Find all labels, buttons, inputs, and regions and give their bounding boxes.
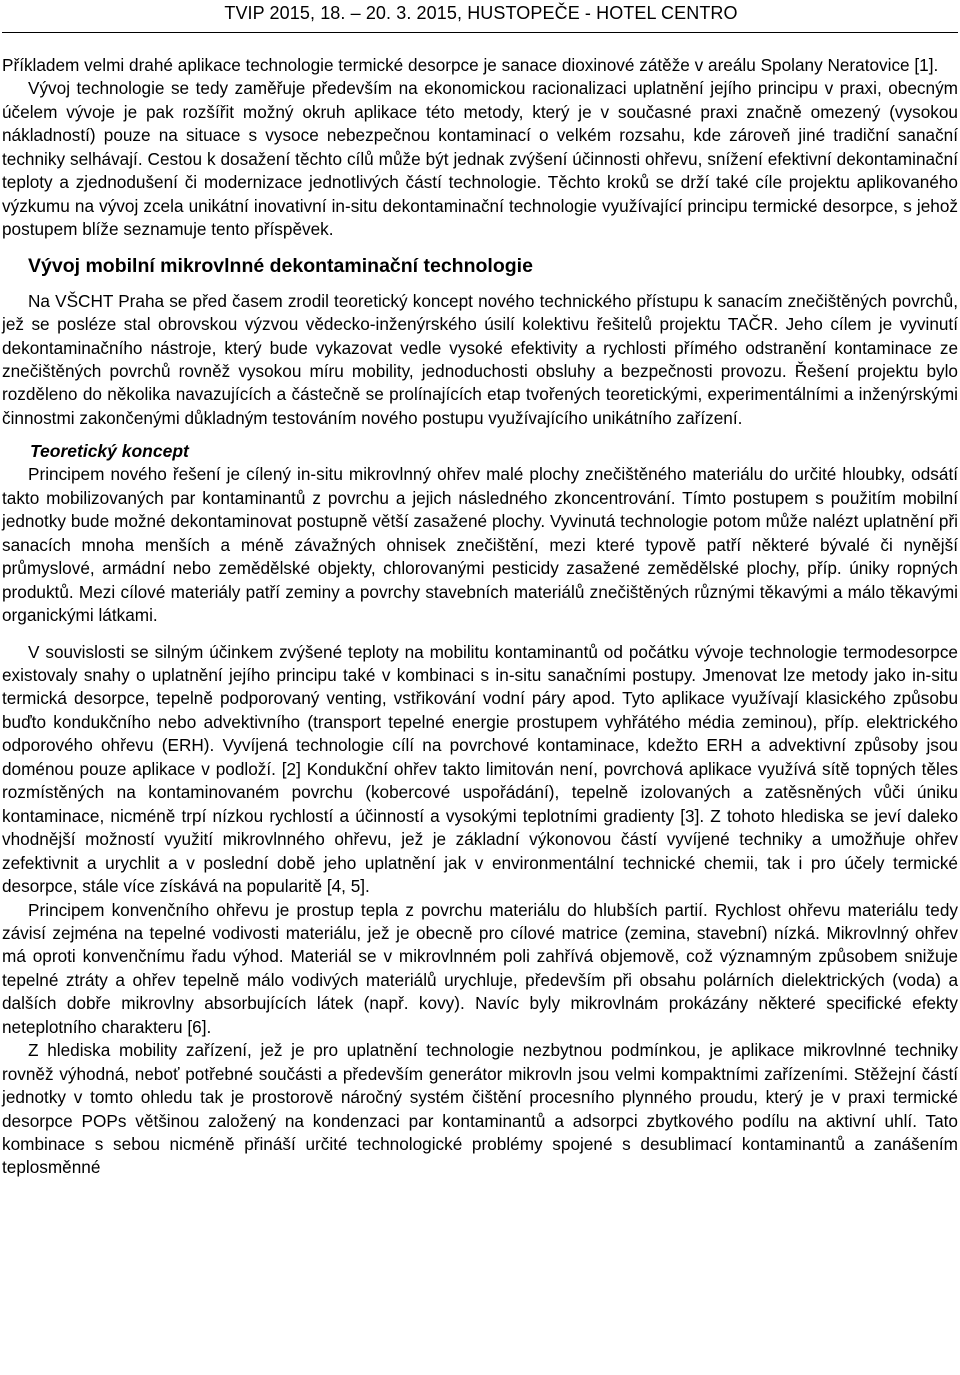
subsection-heading: Teoretický koncept xyxy=(30,441,189,462)
paragraph-conventional-heating: Principem konvenčního ohřevu je prostup tepla z povrchu materiálu do hlubších partií. Rychlost ohřevu materiálu tedy závisí zejména na tepelné vodivosti materiálu, jež je obecně pro cílové matrice (zemina, stavební) nízká. Mikrovlnný ohřev má oproti konvenčnímu řadu výhod. Materiál se v mikrovlnném poli zahřívá objemově, což významným způsobem snižuje tepelné ztráty a ohřev tepelně málo vodivých materiálů urychluje, především při obsahu polárních dielektrických (voda) a dalších dobře mikrovlny absorbujících látek (např. kovy). Navíc byly mikrovlnám prokázány některé specifické efekty neteplotního charakteru [6]. xyxy=(2,899,958,1037)
paragraph-mobility: Z hlediska mobility zařízení, jež je pro uplatnění technologie nezbytnou podmínkou, je aplikace mikrovlnné techniky rovněž výhodná, neboť potřebné součásti a především generátor mikrovln jsou velmi kompaktními zařízeními. Stěžejní částí jednotky v tomto ohledu tak je prostorově náročný systém čištění procesního plynného proudu, který je v praxi termické desorpce POPs většinou založený na kondenzaci par kontaminantů a adsorpci zbytkového podílu na aktivní uhlí. Tato kombinace s sebou nicméně přináší určité technologické problémy spojené s desublimací kontaminantů a zanášením teplosměnné xyxy=(2,1040,958,1178)
paragraph-development: Vývoj technologie se tedy zaměřuje především na ekonomickou racionalizaci uplatnění jejího principu v praxi, obecným účelem vývoje je pak rozšířit možný okruh aplikace této metody, který je v současné praxi značně omezený (vysokou nákladností) pouze na situace s vysoce nebezpečnou kontaminací o velkém rozsahu, kde zároveň jiné tradiční sanační techniky selhávají. Cestou k dosažení těchto cílů může být jednak zvýšení účinnosti ohřevu, snížení efektivní dekontaminační teploty a zjednodušení či modernizace jednotlivých částí technologie. Těchto kroků se drží také cíle projektu aplikovaného výzkumu na vývoj zcela unikátní inovativní in-situ dekontaminační technologie využívající principu termické desorpce, s jehož postupem blíže seznamuje tento příspěvek. xyxy=(2,78,958,240)
document-body xyxy=(2,54,958,1180)
paragraph-principle: Principem nového řešení je cílený in-situ mikrovlnný ohřev malé plochy znečištěného materiálu do určité hloubky, odsátí takto mobilizovaných par kontaminantů z povrchu a jejich následného zkoncentrování. Tímto postupem s použitím mobilní jednotky bude možné dekontaminovat postupně větší zasažené plochy. Vyvinutá technologie potom může nalézt uplatnění při sanacích mnoha menších a méně závažných ohnisek znečištění, mezi které typově patří některé bývalé či nynější průmyslové, armádní nebo zemědělské objekty, chlorovanými pesticidy zasažené zemědělské plochy, příp. úniky ropných produktů. Mezi cílové materiály patří zeminy a povrchy stavebních materiálů znečištěných různými těkavými a málo těkavými organickými látkami. xyxy=(2,464,958,626)
paragraph-vscht: Na VŠCHT Praha se před časem zrodil teoretický koncept nového technického přístupu k sanacím znečištěných povrchů, jež se posléze stal obrovskou výzvou vědecko-inženýrského úsilí kolektivu řešitelů projektu TAČR. Jeho cílem je vyvinutí dekontaminačního nástroje, který bude vykazovat vedle vysoké efektivity a rychlosti přímého odstranění kontaminace ze znečištěných povrchů rovněž vysokou míru mobility, jednoduchosti obsluhy a bezpečnosti provozu. Řešení projektu bylo rozděleno do několika navazujících a částečně se prolínajících etap tvořených teoretickými, experimentálními a inženýrskými činnostmi zakončenými důkladným testováním nového postupu využívajícího unikátního zařízení. xyxy=(2,290,958,428)
header-divider xyxy=(2,32,958,33)
running-header: TVIP 2015, 18. – 20. 3. 2015, HUSTOPEČE - HOTEL CENTRO xyxy=(224,3,738,23)
section-heading: Vývoj mobilní mikrovlnné dekontaminační technologie xyxy=(28,254,533,277)
paragraph-thermal-mobility: V souvislosti se silným účinkem zvýšené teploty na mobilitu kontaminantů od počátku vývoje technologie termodesorpce existovaly snahy o uplatnění jejího principu také v kombinaci s in-situ sanačními postupy. Jmenovat lze metody jako in-situ termická desorpce, tepelně podporovaný venting, vstřikování vodní páry apod. Tyto aplikace využívají klasického způsobu buďto kondukčního nebo advektivního (transport tepelné energie prostupem vyhřátého média zeminou), příp. elektrického odporového ohřevu (ERH). Vyvíjená technologie cílí na povrchové kontaminace, kdežto ERH a advektivní způsoby jsou doménou pouze aplikace v podloží. [2] Kondukční ohřev takto limitován není, povrchová aplikace využívá sítě topných těles rozmístěných na kontaminovaném povrchu (kobercové uspořádání), tepelně izolovaných a zatěsněných vůči úniku kontaminace, nicméně trpí nízkou rychlostí a účinností a vysokými teplotními gradienty [3]. Z tohoto hlediska se jeví daleko vhodnější možností využití mikrovlnného ohřevu, jež je základní výkonovou částí vyvíjené techniky a umožňuje ohřev zefektivnit a urychlit a v poslední době jeho uplatnění jak v environmentální technické chemii, tak i pro účely termické desorpce, stále více získává na popularitě [4, 5]. xyxy=(2,641,958,897)
paragraph-spolana: Příkladem velmi drahé aplikace technologie termické desorpce je sanace dioxinové zátěže v areálu Spolany Neratovice [1]. xyxy=(2,55,939,75)
